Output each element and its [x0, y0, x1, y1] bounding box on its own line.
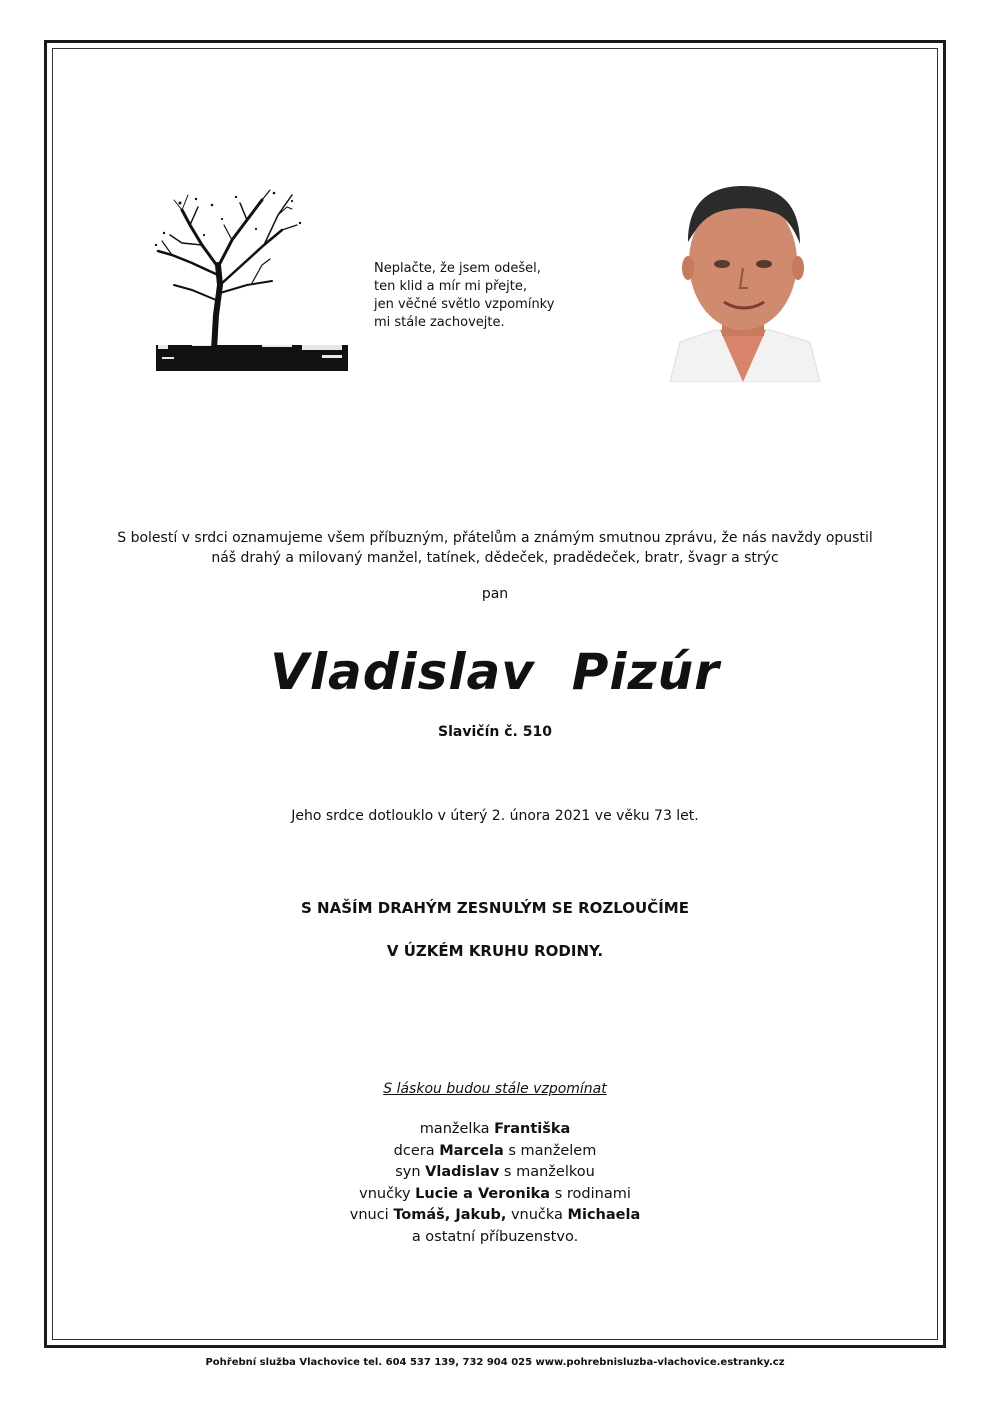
- farewell-line-1: S NAŠÍM DRAHÝM ZESNULÝM SE ROZLOUČÍME: [301, 899, 689, 917]
- death-notice: Jeho srdce dotlouklo v úterý 2. února 2021 ve věku 73 let.: [291, 808, 699, 824]
- mourner-row: vnučky Lucie a Veronika s rodinami: [359, 1185, 631, 1202]
- mourner-row: syn Vladislav s manželkou: [395, 1164, 595, 1181]
- tree-illustration: [152, 185, 352, 375]
- mourner-row: manželka Františka: [419, 1121, 571, 1137]
- mourner-row: vnuci Tomáš, Jakub, vnučka Michaela: [349, 1207, 641, 1224]
- poem-line: ten klid a mír mi přejte,: [374, 279, 528, 294]
- announcement-line: náš drahý a milovaný manžel, tatínek, dědeček, pradědeček, bratr, švagr a strýc: [211, 550, 779, 566]
- portrait-photo: [660, 172, 826, 382]
- mourners-list: [0, 1119, 990, 1249]
- announcement-line: S bolestí v srdci oznamujeme všem příbuzným, přátelům a známým smutnou zprávu, že nás navždy opustil: [117, 530, 873, 546]
- farewell-line-2: V ÚZKÉM KRUHU RODINY.: [386, 942, 604, 960]
- title-pan: pan: [481, 586, 509, 602]
- deceased-address: Slavičín č. 510: [438, 724, 552, 740]
- poem-line: mi stále zachovejte.: [374, 315, 505, 330]
- announcement-text: [70, 528, 920, 568]
- poem-line: Neplačte, že jsem odešel,: [374, 261, 541, 276]
- memorial-poem: [374, 260, 594, 332]
- mourner-row: a ostatní příbuzenstvo.: [411, 1228, 579, 1245]
- deceased-name: Vladislav Pizúr: [270, 643, 720, 701]
- poem-line: jen věčné světlo vzpomínky: [374, 297, 555, 312]
- funeral-service-footer: Pohřební služba Vlachovice tel. 604 537 139, 732 904 025 www.pohrebnisluzba-vlachovice.estranky.cz: [205, 1357, 785, 1368]
- mourners-heading: S láskou budou stále vzpomínat: [383, 1081, 607, 1097]
- mourner-row: dcera Marcela s manželem: [393, 1142, 597, 1159]
